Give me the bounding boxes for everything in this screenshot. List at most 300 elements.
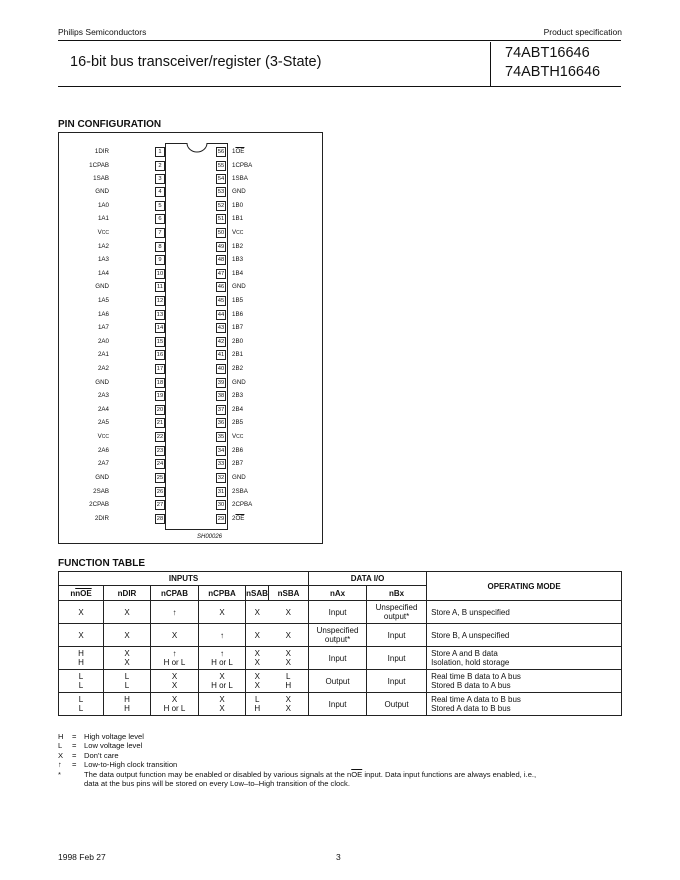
cell-ncpab — [151, 647, 199, 670]
pin-left-name: GND — [95, 474, 109, 481]
cell-noe — [59, 647, 104, 670]
pin-right-number: 42 — [217, 339, 225, 345]
pin-left-name: 2A7 — [97, 460, 109, 467]
cell-value: X — [254, 607, 260, 617]
pin-left-name: 1CPAB — [89, 162, 109, 169]
pin-right-name: 2B1 — [232, 351, 244, 358]
legend-symbol: ↑ — [58, 760, 62, 770]
pin-row — [58, 282, 323, 292]
pin-right-name: 1B4 — [232, 270, 244, 277]
pin-right-name: 1CPBA — [232, 162, 253, 169]
legend-equals: = — [72, 732, 77, 741]
cell-nsba — [269, 647, 309, 670]
cell-value: L — [286, 672, 291, 681]
footer-date: 1998 Feb 27 — [58, 852, 106, 862]
pin-left-number: 17 — [156, 366, 164, 372]
pin-row — [58, 514, 323, 524]
cell-mode — [427, 670, 622, 693]
cell-value: Unspecified — [375, 603, 418, 612]
cell-value: H — [124, 695, 130, 704]
pin-left-number: 23 — [156, 448, 164, 454]
note-text-oe: $\overline{OE}$ — [351, 769, 363, 779]
cell-ncpba — [199, 670, 246, 693]
cell-ncpab — [151, 624, 199, 647]
pin-row — [58, 255, 323, 265]
cell-value: X — [254, 630, 260, 640]
col-ndir: nDIR — [104, 586, 151, 601]
pin-row — [58, 405, 323, 415]
cell-value: X — [171, 695, 178, 704]
cell-nsab — [246, 624, 269, 647]
col-ncpba: nCPBA — [199, 586, 246, 601]
pin-right-name: GND — [232, 474, 246, 481]
cell-value: X — [124, 607, 130, 617]
cell-value: H or L — [163, 658, 186, 667]
cell-value: X — [285, 649, 291, 658]
cell-nsab — [246, 693, 269, 716]
col-noe: $n\overline{nOE}$ — [59, 586, 104, 601]
pin-row — [58, 446, 323, 456]
cell-value: X — [124, 649, 130, 658]
cell-value: H or L — [211, 658, 233, 667]
cell-value: output* — [383, 612, 410, 621]
pin-right-name: GND — [232, 188, 246, 195]
cell-value: X — [254, 672, 260, 681]
legend — [58, 732, 618, 792]
pin-left-name: 1A5 — [97, 297, 109, 304]
cell-mode — [427, 647, 622, 670]
pin-right-name: 2B2 — [232, 365, 244, 372]
cell-value: ↑ — [220, 630, 224, 640]
table-row — [59, 601, 622, 624]
pin-left-number: 19 — [156, 393, 164, 399]
pin-left-name: 1A7 — [97, 324, 109, 331]
cell-value: L — [255, 695, 260, 704]
pin-right-name: 2SBA — [232, 488, 248, 495]
cell-value: ↑ — [172, 649, 177, 658]
pin-right-number: 35 — [217, 434, 225, 440]
cell-nax — [309, 670, 367, 693]
cell-ncpba — [199, 647, 246, 670]
col-nax: nAx — [309, 586, 367, 601]
cell-value: X — [171, 672, 178, 681]
cell-value: Stored A data to B bus — [431, 704, 511, 713]
cell-nsab — [246, 601, 269, 624]
legend-text: Low-to-High clock transition — [84, 760, 178, 770]
cell-value: Input — [328, 653, 347, 663]
cell-nbx — [367, 601, 427, 624]
cell-value: X — [124, 630, 130, 640]
part-number-2: 74ABTH16646 — [505, 64, 601, 80]
legend-symbol: L — [58, 741, 63, 751]
col-noe-bar: $\overline{nOE}$ — [75, 588, 92, 598]
cell-value: Store B, A unspecified — [431, 630, 510, 640]
cell-value: X — [124, 658, 130, 667]
pin-left-name: 2SAB — [93, 488, 109, 495]
cell-nsba — [269, 670, 309, 693]
pin-right-number: 55 — [217, 163, 225, 169]
cell-value: L — [124, 681, 130, 690]
pin-left-number: 7 — [155, 228, 165, 238]
pin-left-name: 2A6 — [97, 447, 109, 454]
cell-mode — [427, 693, 622, 716]
col-ncpab: nCPAB — [151, 586, 199, 601]
pin-left-number: 3 — [155, 174, 165, 184]
cell-value: H — [254, 704, 261, 713]
cell-value: H or L — [163, 704, 186, 713]
pin-left-name: 1A6 — [97, 311, 109, 318]
cell-value: X — [285, 695, 291, 704]
pin-left-name: 1SAB — [93, 175, 109, 182]
col-nbx: nBx — [367, 586, 427, 601]
cell-value: X — [254, 649, 260, 658]
pin-right-number: 53 — [217, 189, 225, 195]
cell-nax — [309, 693, 367, 716]
pin-right-number: 43 — [217, 325, 225, 331]
legend-equals: = — [72, 760, 77, 770]
pin-left-name: GND — [95, 283, 109, 290]
pin-right-name: 1B7 — [232, 324, 244, 331]
legend-text: Don’t care — [84, 750, 119, 760]
cell-value: L — [78, 681, 84, 690]
cell-nsab — [246, 647, 269, 670]
pin-right-number: 29 — [217, 516, 225, 522]
pin-right-number: 54 — [217, 176, 225, 182]
cell-ncpab — [151, 670, 199, 693]
cell-value: Real time B data to A bus — [431, 672, 521, 681]
legend-item — [58, 732, 618, 741]
pin-left-number: 12 — [156, 298, 164, 304]
pin-left-number: 13 — [156, 312, 164, 318]
page-number: 3 — [336, 852, 341, 862]
pin-left-number: 20 — [156, 407, 164, 413]
pin-left-number: 22 — [156, 434, 164, 440]
pin-row — [58, 364, 323, 374]
pin-right-number: 34 — [217, 448, 225, 454]
cell-value: Input — [387, 653, 406, 663]
legend-symbol: X — [58, 750, 64, 760]
cell-value: X — [219, 607, 225, 617]
pin-row — [58, 228, 323, 238]
pin-right-name: 2B6 — [232, 447, 244, 454]
pin-right-name: 1B0 — [232, 202, 244, 209]
pin-right-number: 38 — [217, 393, 225, 399]
cell-value: Real time A data to B bus — [431, 695, 521, 704]
cell-value: X — [254, 658, 260, 667]
pin-row — [58, 201, 323, 211]
pin-left-name: 2DIR — [94, 515, 109, 522]
pin-right-name: 1B6 — [232, 311, 244, 318]
pin-right-number: 37 — [217, 407, 225, 413]
cell-value: X — [219, 695, 225, 704]
pin-row — [58, 337, 323, 347]
pin-right-number: 36 — [217, 420, 225, 426]
cell-value: L — [124, 672, 130, 681]
cell-value: Stored B data to A bus — [431, 681, 511, 690]
cell-value: Output — [384, 699, 409, 709]
pin-left-number: 14 — [156, 325, 164, 331]
table-row — [59, 647, 622, 670]
pin-left-name: 1DIR — [94, 148, 109, 155]
cell-value: L — [78, 695, 84, 704]
cell-value: Output — [325, 676, 350, 686]
pin-left-name: GND — [95, 379, 109, 386]
pin-row — [58, 473, 323, 483]
cell-ncpba — [199, 693, 246, 716]
page-title: 16-bit bus transceiver/register (3-State) — [70, 54, 322, 70]
pin-right-name: 1B2 — [232, 243, 244, 250]
legend-symbol: H — [58, 732, 64, 741]
pin-left-number: 21 — [156, 420, 164, 426]
cell-value: Input — [328, 699, 347, 709]
cell-nsba — [269, 693, 309, 716]
pin-left-number: 5 — [155, 201, 165, 211]
pin-left-name: GND — [95, 188, 109, 195]
pin-row — [58, 350, 323, 360]
pin-row — [58, 187, 323, 197]
pin-left-number: 26 — [156, 489, 164, 495]
cell-noe — [59, 601, 104, 624]
cell-value: H — [78, 649, 84, 658]
cell-value: X — [78, 630, 84, 640]
cell-value: output* — [324, 635, 351, 644]
cell-mode — [427, 601, 622, 624]
cell-nsba — [269, 624, 309, 647]
table-row — [59, 693, 622, 716]
pin-right-name: 1SBA — [232, 175, 248, 182]
cell-value: X — [219, 704, 225, 713]
pin-right-name: 1B3 — [232, 256, 244, 263]
cell-noe — [59, 670, 104, 693]
pin-row — [58, 161, 323, 171]
pin-right-name: 2B7 — [232, 460, 244, 467]
pin-left-name: 1A2 — [97, 243, 109, 250]
cell-value: Unspecified — [316, 626, 359, 635]
pin-right-name: 2B4 — [232, 406, 244, 413]
pin-left-name: 1A3 — [97, 256, 109, 263]
pin-right-name: 1B5 — [232, 297, 244, 304]
cell-value: H — [285, 681, 292, 690]
cell-value: H — [78, 658, 84, 667]
legend-equals: = — [72, 750, 77, 760]
pin-left-number: 10 — [156, 271, 164, 277]
col-nsab: nSAB — [246, 586, 269, 601]
pin-right-name: 1B1 — [232, 215, 244, 222]
header-data-io: DATA I/O — [309, 572, 427, 586]
pin-right-name: GND — [232, 379, 246, 386]
cell-ncpab — [151, 693, 199, 716]
pin-right-number: 31 — [217, 489, 225, 495]
legend-item — [58, 760, 618, 769]
cell-value: Input — [387, 630, 406, 640]
cell-value: X — [171, 681, 178, 690]
pin-left-number: 18 — [156, 380, 164, 386]
pin-left-name: 1A0 — [97, 202, 109, 209]
cell-nax — [309, 601, 367, 624]
note-line-2: data at the bus pins will be stored on every Low–to–High transition of the clock. — [84, 779, 350, 788]
pin-row — [58, 323, 323, 333]
pin-left-number: 11 — [156, 284, 164, 290]
pin-right-number: 49 — [217, 244, 225, 250]
pin-row — [58, 269, 323, 279]
cell-nbx — [367, 693, 427, 716]
pin-left-number: 6 — [155, 214, 165, 224]
note-text-b: input. Data input functions are always enabled, i.e., — [362, 769, 537, 779]
col-nsba: nSBA — [269, 586, 309, 601]
pin-row — [58, 147, 323, 157]
pin-right-number: 33 — [217, 461, 225, 467]
cell-value: ↑ — [220, 649, 224, 658]
pin-left-number: 25 — [156, 475, 164, 481]
note-line-1 — [84, 770, 536, 779]
header-operating-mode: OPERATING MODE — [427, 572, 622, 601]
table-row — [59, 624, 622, 647]
pin-left-name: 2A3 — [97, 392, 109, 399]
cell-nax — [309, 624, 367, 647]
pin-right-number: 51 — [217, 216, 225, 222]
pin-right-name: 2B5 — [232, 419, 244, 426]
cell-nax — [309, 647, 367, 670]
pin-left-number: 2 — [155, 161, 165, 171]
cell-noe — [59, 693, 104, 716]
pin-right-name: VCC — [232, 433, 244, 440]
cell-value: Input — [328, 607, 347, 617]
pin-row — [58, 310, 323, 320]
pin-row — [58, 487, 323, 497]
pin-row — [58, 432, 323, 442]
pin-right-name: 2CPBA — [232, 501, 253, 508]
pin-left-name: 2A1 — [97, 351, 109, 358]
cell-value: X — [285, 630, 291, 640]
function-table-heading: FUNCTION TABLE — [58, 558, 146, 569]
pin-right-number: 39 — [217, 380, 225, 386]
legend-equals: = — [72, 741, 77, 751]
pin-right-number: 44 — [217, 312, 225, 318]
cell-ndir — [104, 670, 151, 693]
pin-right-name: 2B0 — [232, 338, 244, 345]
pin-right-number: 50 — [217, 230, 225, 236]
pin-left-number: 8 — [155, 242, 165, 252]
pin-right-number: 30 — [217, 502, 225, 508]
cell-nsab — [246, 670, 269, 693]
doc-type: Product specification — [543, 27, 622, 37]
pin-left-name: VCC — [97, 229, 109, 236]
cell-value: Store A and B data — [431, 649, 498, 658]
pin-right-number: 41 — [217, 352, 225, 358]
note-symbol: * — [58, 769, 61, 779]
pin-left-number: 1 — [155, 147, 165, 157]
pin-left-number: 15 — [156, 339, 164, 345]
pin-right-name: 2B3 — [232, 392, 244, 399]
pin-right-number: 40 — [217, 366, 225, 372]
pin-right-number: 48 — [217, 257, 225, 263]
pin-row — [58, 296, 323, 306]
legend-text: Low voltage level — [84, 741, 143, 751]
pin-row — [58, 174, 323, 184]
cell-value: X — [285, 658, 291, 667]
pin-left-name: VCC — [97, 433, 109, 440]
cell-value: Input — [387, 676, 406, 686]
cell-ndir — [104, 624, 151, 647]
pin-left-number: 24 — [156, 461, 164, 467]
note-text-a: The data output function may be enabled or disabled by various signals at the n — [84, 769, 352, 779]
cell-ncpab — [151, 601, 199, 624]
cell-value: ↑ — [172, 607, 177, 617]
pin-right-name: VCC — [232, 229, 244, 236]
cell-value: X — [285, 607, 291, 617]
header-divider — [490, 42, 491, 86]
pin-row — [58, 242, 323, 252]
pin-config-heading: PIN CONFIGURATION — [58, 119, 162, 130]
cell-value: X — [285, 704, 291, 713]
company-name: Philips Semiconductors — [58, 27, 147, 37]
cell-nbx — [367, 624, 427, 647]
pin-left-number: 27 — [156, 502, 164, 508]
cell-ndir — [104, 693, 151, 716]
pin-row — [58, 391, 323, 401]
cell-value: X — [219, 672, 225, 681]
cell-value: H or L — [211, 681, 233, 690]
pin-left-name: 2CPAB — [89, 501, 109, 508]
cell-noe — [59, 624, 104, 647]
pin-left-number: 28 — [156, 516, 164, 522]
legend-item — [58, 741, 618, 750]
pin-right-number: 45 — [217, 298, 225, 304]
cell-nsba — [269, 601, 309, 624]
cell-value: X — [171, 630, 178, 640]
pin-left-name: 2A0 — [97, 338, 109, 345]
cell-value: L — [78, 704, 84, 713]
legend-text: High voltage level — [84, 732, 144, 741]
pin-row — [58, 378, 323, 388]
pin-left-number: 16 — [156, 352, 164, 358]
legend-item — [58, 751, 618, 760]
table-row — [59, 670, 622, 693]
cell-ncpba — [199, 601, 246, 624]
pin-left-name: 1A1 — [97, 215, 109, 222]
cell-value: Store A, B unspecified — [431, 607, 510, 617]
pin-row — [58, 500, 323, 510]
pin-row — [58, 418, 323, 428]
pin-right-number: 52 — [217, 203, 225, 209]
pin-right-name: $1\overline{OE}$ — [232, 148, 245, 155]
pin-left-name: 2A5 — [97, 419, 109, 426]
cell-value: L — [78, 672, 84, 681]
pin-left-name: 2A2 — [97, 365, 109, 372]
pin-left-number: 9 — [155, 255, 165, 265]
cell-value: Isolation, hold storage — [431, 658, 510, 667]
cell-ncpba — [199, 624, 246, 647]
pin-row — [58, 214, 323, 224]
cell-ndir — [104, 601, 151, 624]
pin-left-name: 2A4 — [97, 406, 109, 413]
cell-ndir — [104, 647, 151, 670]
cell-value: X — [254, 681, 260, 690]
cell-mode — [427, 624, 622, 647]
header-inputs: INPUTS — [59, 572, 309, 586]
pin-left-number: 4 — [155, 187, 165, 197]
figure-code: SH00026 — [197, 534, 223, 540]
function-table — [58, 571, 622, 716]
cell-nbx — [367, 670, 427, 693]
part-number-1: 74ABT16646 — [505, 45, 590, 61]
pin-right-number: 46 — [217, 284, 225, 290]
cell-nbx — [367, 647, 427, 670]
pin-right-name: GND — [232, 283, 246, 290]
pin-right-number: 56 — [217, 149, 225, 155]
pin-left-name: 1A4 — [97, 270, 109, 277]
pin-row — [58, 459, 323, 469]
